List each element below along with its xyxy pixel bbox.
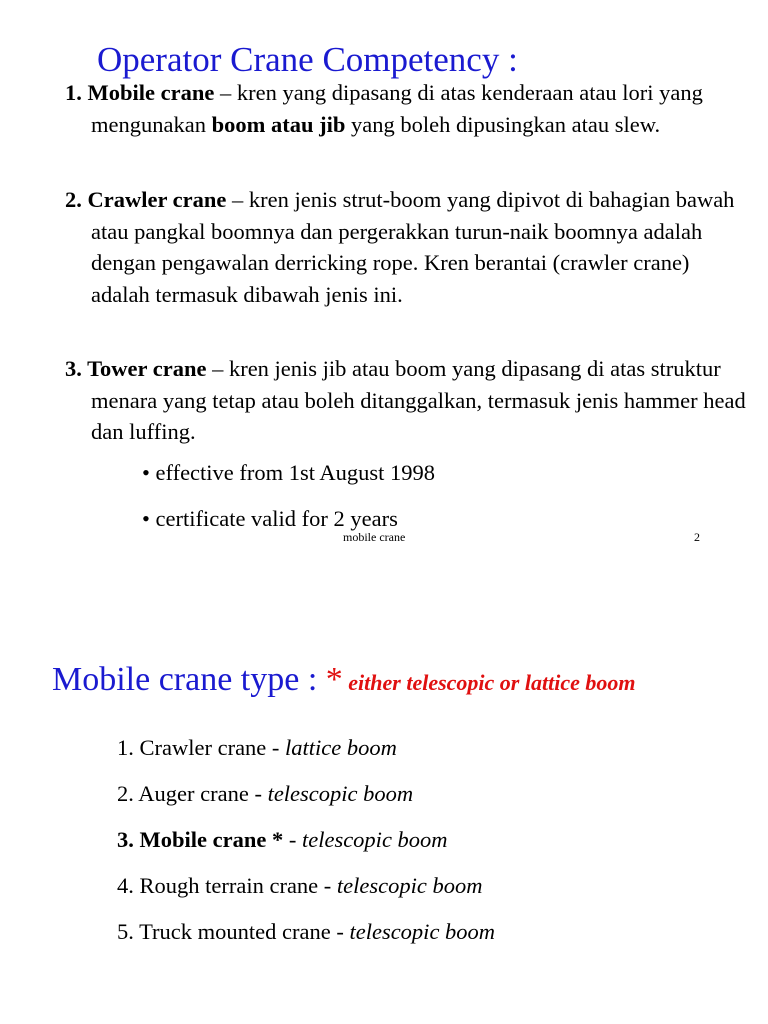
list-item-crane-type <box>117 735 397 761</box>
title-note: either telescopic or lattice boom <box>342 670 636 695</box>
list-item-crane-type <box>117 781 413 807</box>
list-item-tower-crane <box>65 353 751 448</box>
type-separator: - <box>283 827 302 852</box>
type-name: 3. Mobile crane * <box>117 827 284 852</box>
type-name: 1. Crawler crane - <box>117 735 286 760</box>
list-item-crane-type <box>117 919 495 945</box>
item-text: – kren jenis strut-boom yang dipivot di bahagian bawah atau pangkal boomnya dan pergerakkan turun-naik boomnya adalah dengan pengawalan derricking rope. Kren berantai (crawler crane) adalah termasuk dibawah jenis ini. <box>91 187 735 307</box>
list-item-crane-type <box>117 827 448 853</box>
slide-title <box>52 661 635 699</box>
type-boom: telescopic boom <box>349 919 496 944</box>
item-text: – kren jenis jib atau boom yang dipasang di atas struktur menara yang tetap atau boleh ditanggalkan, termasuk jenis hammer head dan luffing. <box>91 356 746 444</box>
slide-title: Operator Crane Competency : <box>97 40 518 79</box>
type-name: 2. Auger crane - <box>117 781 268 806</box>
item-term: 1. Mobile crane <box>65 80 215 105</box>
item-term: 3. Tower crane <box>65 356 207 381</box>
type-name: 4. Rough terrain crane - <box>117 873 337 898</box>
type-boom: telescopic boom <box>267 781 414 806</box>
bullet-certificate-validity: • certificate valid for 2 years <box>142 506 398 531</box>
title-main: Mobile crane type : <box>52 661 326 698</box>
type-boom: telescopic boom <box>301 827 448 852</box>
type-boom: lattice boom <box>285 735 397 760</box>
slide-mobile-crane-type <box>0 560 768 1024</box>
list-item-crane-type <box>117 873 483 899</box>
type-boom: telescopic boom <box>336 873 483 898</box>
type-name: 5. Truck mounted crane - <box>117 919 350 944</box>
list-item-mobile-crane <box>65 77 751 140</box>
item-text: – kren yang dipasang di atas kenderaan atau lori yang mengunakan <box>91 80 703 137</box>
bullet-effective-date: • effective from 1st August 1998 <box>142 460 436 485</box>
item-term: 2. Crawler crane <box>65 187 227 212</box>
page-number: 2 <box>694 530 700 544</box>
item-bold-term: boom atau jib <box>211 111 346 137</box>
list-item-crawler-crane <box>65 184 751 310</box>
item-text: yang boleh dipusingkan atau slew. <box>345 111 661 137</box>
title-asterisk: * <box>325 661 343 698</box>
footer-label: mobile crane <box>343 530 406 544</box>
